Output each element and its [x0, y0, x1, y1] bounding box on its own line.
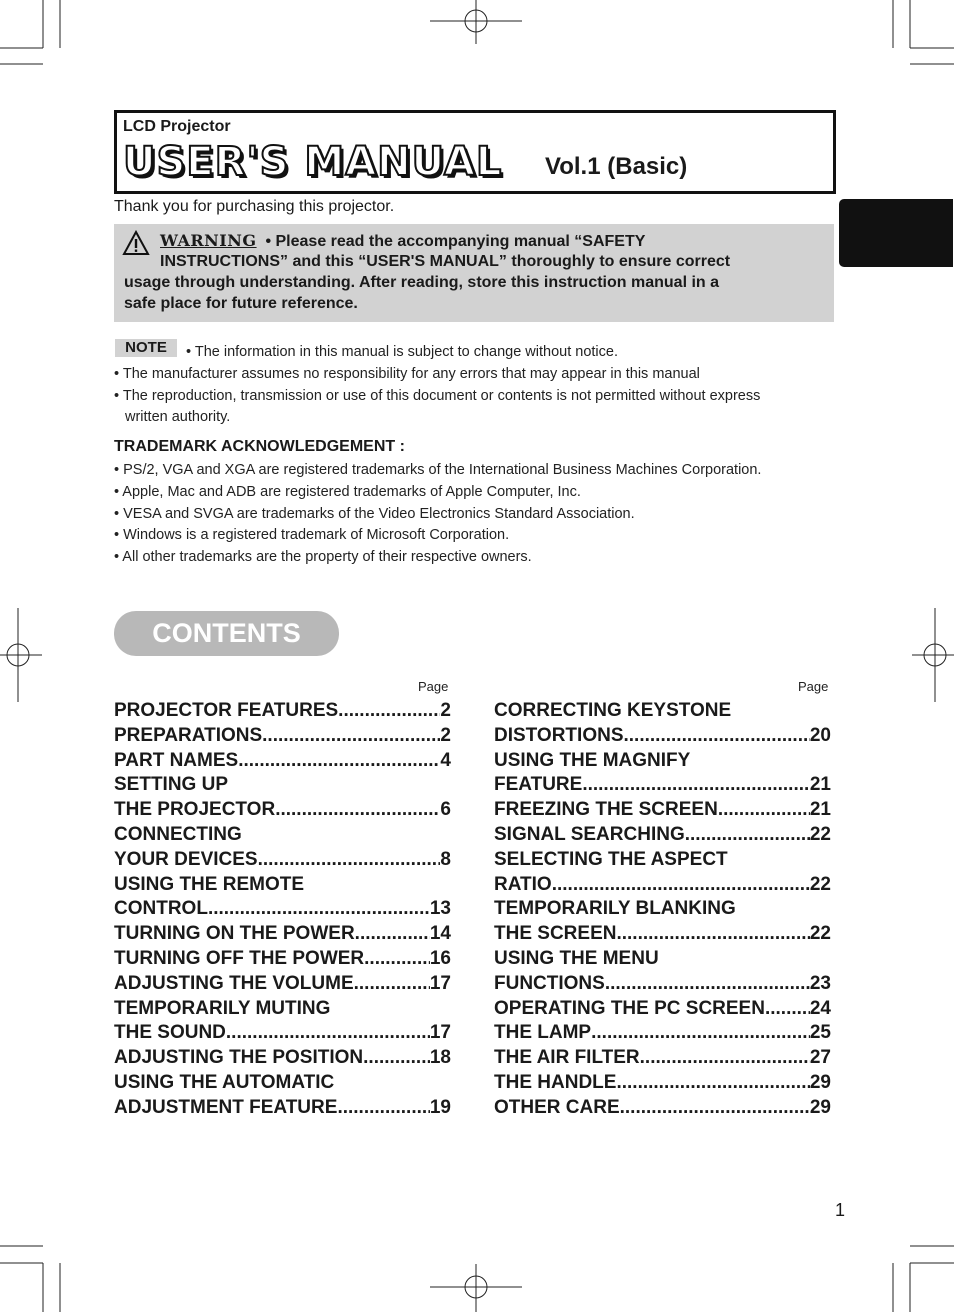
toc-entry-title: ADJUSTING THE POSITION: [114, 1047, 364, 1069]
toc-page-number: 4: [440, 749, 451, 771]
toc-leader-dots: [258, 848, 441, 873]
toc-entry-title: CONTROL: [114, 898, 208, 920]
toc-entry-title-line: USING THE REMOTE: [114, 873, 305, 895]
toc-entry-title: TURNING ON THE POWER: [114, 923, 355, 945]
toc-entry-title: THE HANDLE: [494, 1071, 617, 1093]
trademark-item: • VESA and SVGA are trademarks of the Video Electronics Standard Association.: [114, 506, 635, 522]
toc-entry-title-line: TEMPORARILY MUTING: [114, 997, 331, 1019]
toc-leader-dots: [262, 724, 440, 749]
toc-entry-title: PROJECTOR FEATURES: [114, 700, 339, 721]
toc-entry: [494, 798, 831, 823]
toc-page-number: 23: [809, 972, 831, 994]
toc-entry: [494, 1071, 831, 1096]
warning-triangle-icon: [122, 230, 150, 256]
toc-entry: [114, 997, 451, 1047]
toc-page-number: 22: [809, 923, 831, 945]
toc-page-number: 21: [809, 774, 831, 796]
page-number: 1: [835, 1200, 846, 1220]
toc-page-number: 18: [429, 1047, 451, 1069]
toc-entry: [494, 848, 831, 898]
toc-page-number: 25: [809, 1022, 831, 1044]
toc-leader-dots: [620, 1096, 810, 1121]
toc-leader-dots: [208, 897, 430, 922]
toc-leader-dots: [616, 1071, 809, 1096]
trademark-item: • Windows is a registered trademark of Microsoft Corporation.: [114, 527, 510, 543]
toc-page-number: 22: [809, 873, 831, 895]
warning-line-4: safe place for future reference.: [124, 295, 358, 312]
toc-leader-dots: [275, 798, 440, 823]
toc-leader-dots: [552, 873, 810, 898]
warning-line-2: INSTRUCTIONS” and this “USER'S MANUAL” thoroughly to ensure correct: [160, 253, 731, 270]
toc-entry-title-line: SELECTING THE ASPECT: [494, 848, 728, 870]
toc-page-number: 16: [429, 947, 451, 969]
toc-entry: [494, 897, 831, 947]
toc-entry-title: FUNCTIONS: [494, 972, 605, 994]
toc-entry-row: [494, 1096, 831, 1121]
toc-entry-row: [494, 1071, 831, 1096]
contents-heading: CONTENTS: [114, 611, 339, 656]
toc-entry-title: PREPARATIONS: [114, 724, 263, 746]
toc-entry-title: OTHER CARE: [494, 1096, 620, 1118]
toc-entry-title-line: USING THE AUTOMATIC: [114, 1071, 335, 1093]
note-item: • The reproduction, transmission or use of this document or contents is not permitted without express: [114, 388, 761, 404]
toc-leader-dots: [355, 922, 430, 947]
toc-entry-title: THE AIR FILTER: [494, 1047, 640, 1069]
toc-entry-row: [114, 699, 451, 724]
toc-entry-title: RATIO: [494, 873, 552, 895]
toc-entry-row: [494, 922, 831, 947]
warning-box: [114, 224, 834, 322]
toc-page-number: 21: [809, 799, 831, 821]
toc-page-number: 2: [440, 700, 451, 721]
toc-leader-dots: [337, 1096, 429, 1121]
volume-label: Vol.1 (Basic): [545, 153, 688, 180]
toc-entry-title-line: TEMPORARILY BLANKING: [494, 898, 736, 920]
title-box: [114, 110, 836, 194]
page-column-label-right: Page: [798, 679, 829, 694]
toc-entry: [114, 773, 451, 823]
toc-entry-row: [114, 1021, 451, 1046]
toc-right-column: [494, 699, 831, 1121]
trademark-heading: TRADEMARK ACKNOWLEDGEMENT :: [114, 438, 405, 455]
toc-left-column: [114, 699, 451, 1121]
toc-entry-row: [494, 1046, 831, 1071]
toc-leader-dots: [616, 922, 809, 947]
toc-page-number: 17: [429, 1022, 451, 1044]
toc-entry-row: [114, 798, 451, 823]
toc-entry: [494, 997, 831, 1022]
note-badge: NOTE: [115, 339, 177, 357]
toc-entry-row: [114, 1096, 451, 1121]
toc-entry-row: [494, 798, 831, 823]
trademark-item: • Apple, Mac and ADB are registered trademarks of Apple Computer, Inc.: [114, 484, 581, 500]
toc-entry-title: PART NAMES: [114, 749, 239, 771]
toc-entry-title: DISTORTIONS: [494, 724, 624, 746]
toc-entry-row: [114, 749, 451, 774]
intro-text: Thank you for purchasing this projector.: [114, 198, 395, 215]
toc-page-number: 17: [429, 972, 451, 994]
section-tab: [839, 199, 953, 267]
toc-page-number: 24: [809, 997, 831, 1019]
note-first: • The information in this manual is subject to change without notice.: [186, 344, 618, 360]
toc-entry: [494, 1046, 831, 1071]
toc-entry: [114, 749, 451, 774]
toc-page-number: 29: [809, 1071, 831, 1093]
toc-entry-title: FEATURE: [494, 774, 583, 796]
toc-entry-row: [114, 947, 451, 972]
toc-leader-dots: [765, 997, 810, 1022]
toc-entry: [494, 1096, 831, 1121]
toc-entry: [114, 873, 451, 923]
toc-entry-title-line: USING THE MAGNIFY: [494, 749, 691, 771]
toc-entry-row: [494, 823, 831, 848]
toc-entry-row: [114, 724, 451, 749]
toc-entry: [494, 749, 831, 799]
toc-leader-dots: [364, 947, 430, 972]
toc-page-number: 8: [440, 848, 451, 870]
toc-entry-title: OPERATING THE PC SCREEN: [494, 997, 765, 1019]
toc-entry-row: [114, 972, 451, 997]
toc-entry: [494, 947, 831, 997]
toc-entry: [114, 1046, 451, 1071]
toc-entry-title-line: SETTING UP: [114, 774, 229, 796]
toc-entry-title-line: CORRECTING KEYSTONE: [494, 700, 732, 721]
toc-page-number: 29: [809, 1096, 831, 1118]
toc-entry: [114, 823, 451, 873]
toc-entry-title: ADJUSTMENT FEATURE: [114, 1096, 338, 1118]
toc-entry-title: THE PROJECTOR: [114, 799, 276, 821]
toc-entry-title-line: CONNECTING: [114, 823, 242, 845]
toc-entry-row: [114, 897, 451, 922]
warning-line-3: usage through understanding. After reading, store this instruction manual in a: [124, 274, 720, 291]
toc-page-number: 20: [809, 724, 831, 746]
toc-entry: [494, 823, 831, 848]
toc-entry: [114, 972, 451, 997]
toc-leader-dots: [591, 1021, 810, 1046]
toc-leader-dots: [640, 1046, 810, 1071]
toc-page-number: 13: [429, 898, 451, 920]
page-column-label-left: Page: [418, 679, 449, 694]
manual-title: USER'S MANUAL: [123, 139, 503, 185]
toc-entry-row: [494, 1021, 831, 1046]
toc-page-number: 22: [809, 823, 831, 845]
toc-entry-title: THE SOUND: [114, 1022, 226, 1044]
toc-entry-row: [494, 873, 831, 898]
toc-entry-title: TURNING OFF THE POWER: [114, 947, 365, 969]
toc-leader-dots: [718, 798, 810, 823]
toc-entry: [114, 724, 451, 749]
toc-leader-dots: [582, 773, 810, 798]
toc-entry-title-line: USING THE MENU: [494, 947, 659, 969]
note-item: written authority.: [125, 409, 231, 425]
warning-line-1: WARNING • Please read the accompanying manual “SAFETY: [160, 231, 646, 250]
toc-entry: [494, 1021, 831, 1046]
toc-entry-title: ADJUSTING THE VOLUME: [114, 972, 354, 994]
toc-page-number: 2: [440, 724, 451, 746]
toc-entry-row: [494, 773, 831, 798]
toc-entry: [114, 947, 451, 972]
toc-page-number: 19: [429, 1096, 451, 1118]
toc-leader-dots: [685, 823, 810, 848]
warning-label: WARNING: [160, 231, 257, 250]
toc-leader-dots: [226, 1021, 430, 1046]
toc-leader-dots: [624, 724, 810, 749]
toc-entry-row: [494, 724, 831, 749]
toc-entry: [114, 699, 451, 724]
toc-leader-dots: [238, 749, 440, 774]
toc-leader-dots: [354, 972, 430, 997]
toc-entry-row: [494, 972, 831, 997]
toc-entry: [494, 699, 831, 749]
note-item: • The manufacturer assumes no responsibility for any errors that may appear in this manual: [114, 366, 700, 382]
toc-entry-row: [114, 1046, 451, 1071]
toc-page-number: 6: [440, 799, 451, 821]
toc-entry-title: FREEZING THE SCREEN: [494, 799, 718, 821]
trademark-item: • All other trademarks are the property of their respective owners.: [114, 549, 532, 565]
product-name: LCD Projector: [123, 118, 231, 135]
toc-page-number: 27: [809, 1047, 831, 1069]
trademark-item: • PS/2, VGA and XGA are registered trademarks of the International Business Machines Corporation.: [114, 462, 762, 478]
toc-entry-row: [114, 922, 451, 947]
toc-entry-title: SIGNAL SEARCHING: [494, 823, 685, 845]
toc-entry-row: [494, 997, 831, 1022]
toc-entry: [114, 922, 451, 947]
toc-entry-title: THE LAMP: [494, 1022, 592, 1044]
toc-entry: [114, 1071, 451, 1121]
toc-page-number: 14: [429, 923, 451, 945]
toc-entry-title: THE SCREEN: [494, 923, 617, 945]
toc-entry-title: YOUR DEVICES: [114, 848, 258, 870]
toc-leader-dots: [338, 699, 440, 724]
toc-leader-dots: [363, 1046, 430, 1071]
toc-entry-row: [114, 848, 451, 873]
toc-leader-dots: [605, 972, 810, 997]
